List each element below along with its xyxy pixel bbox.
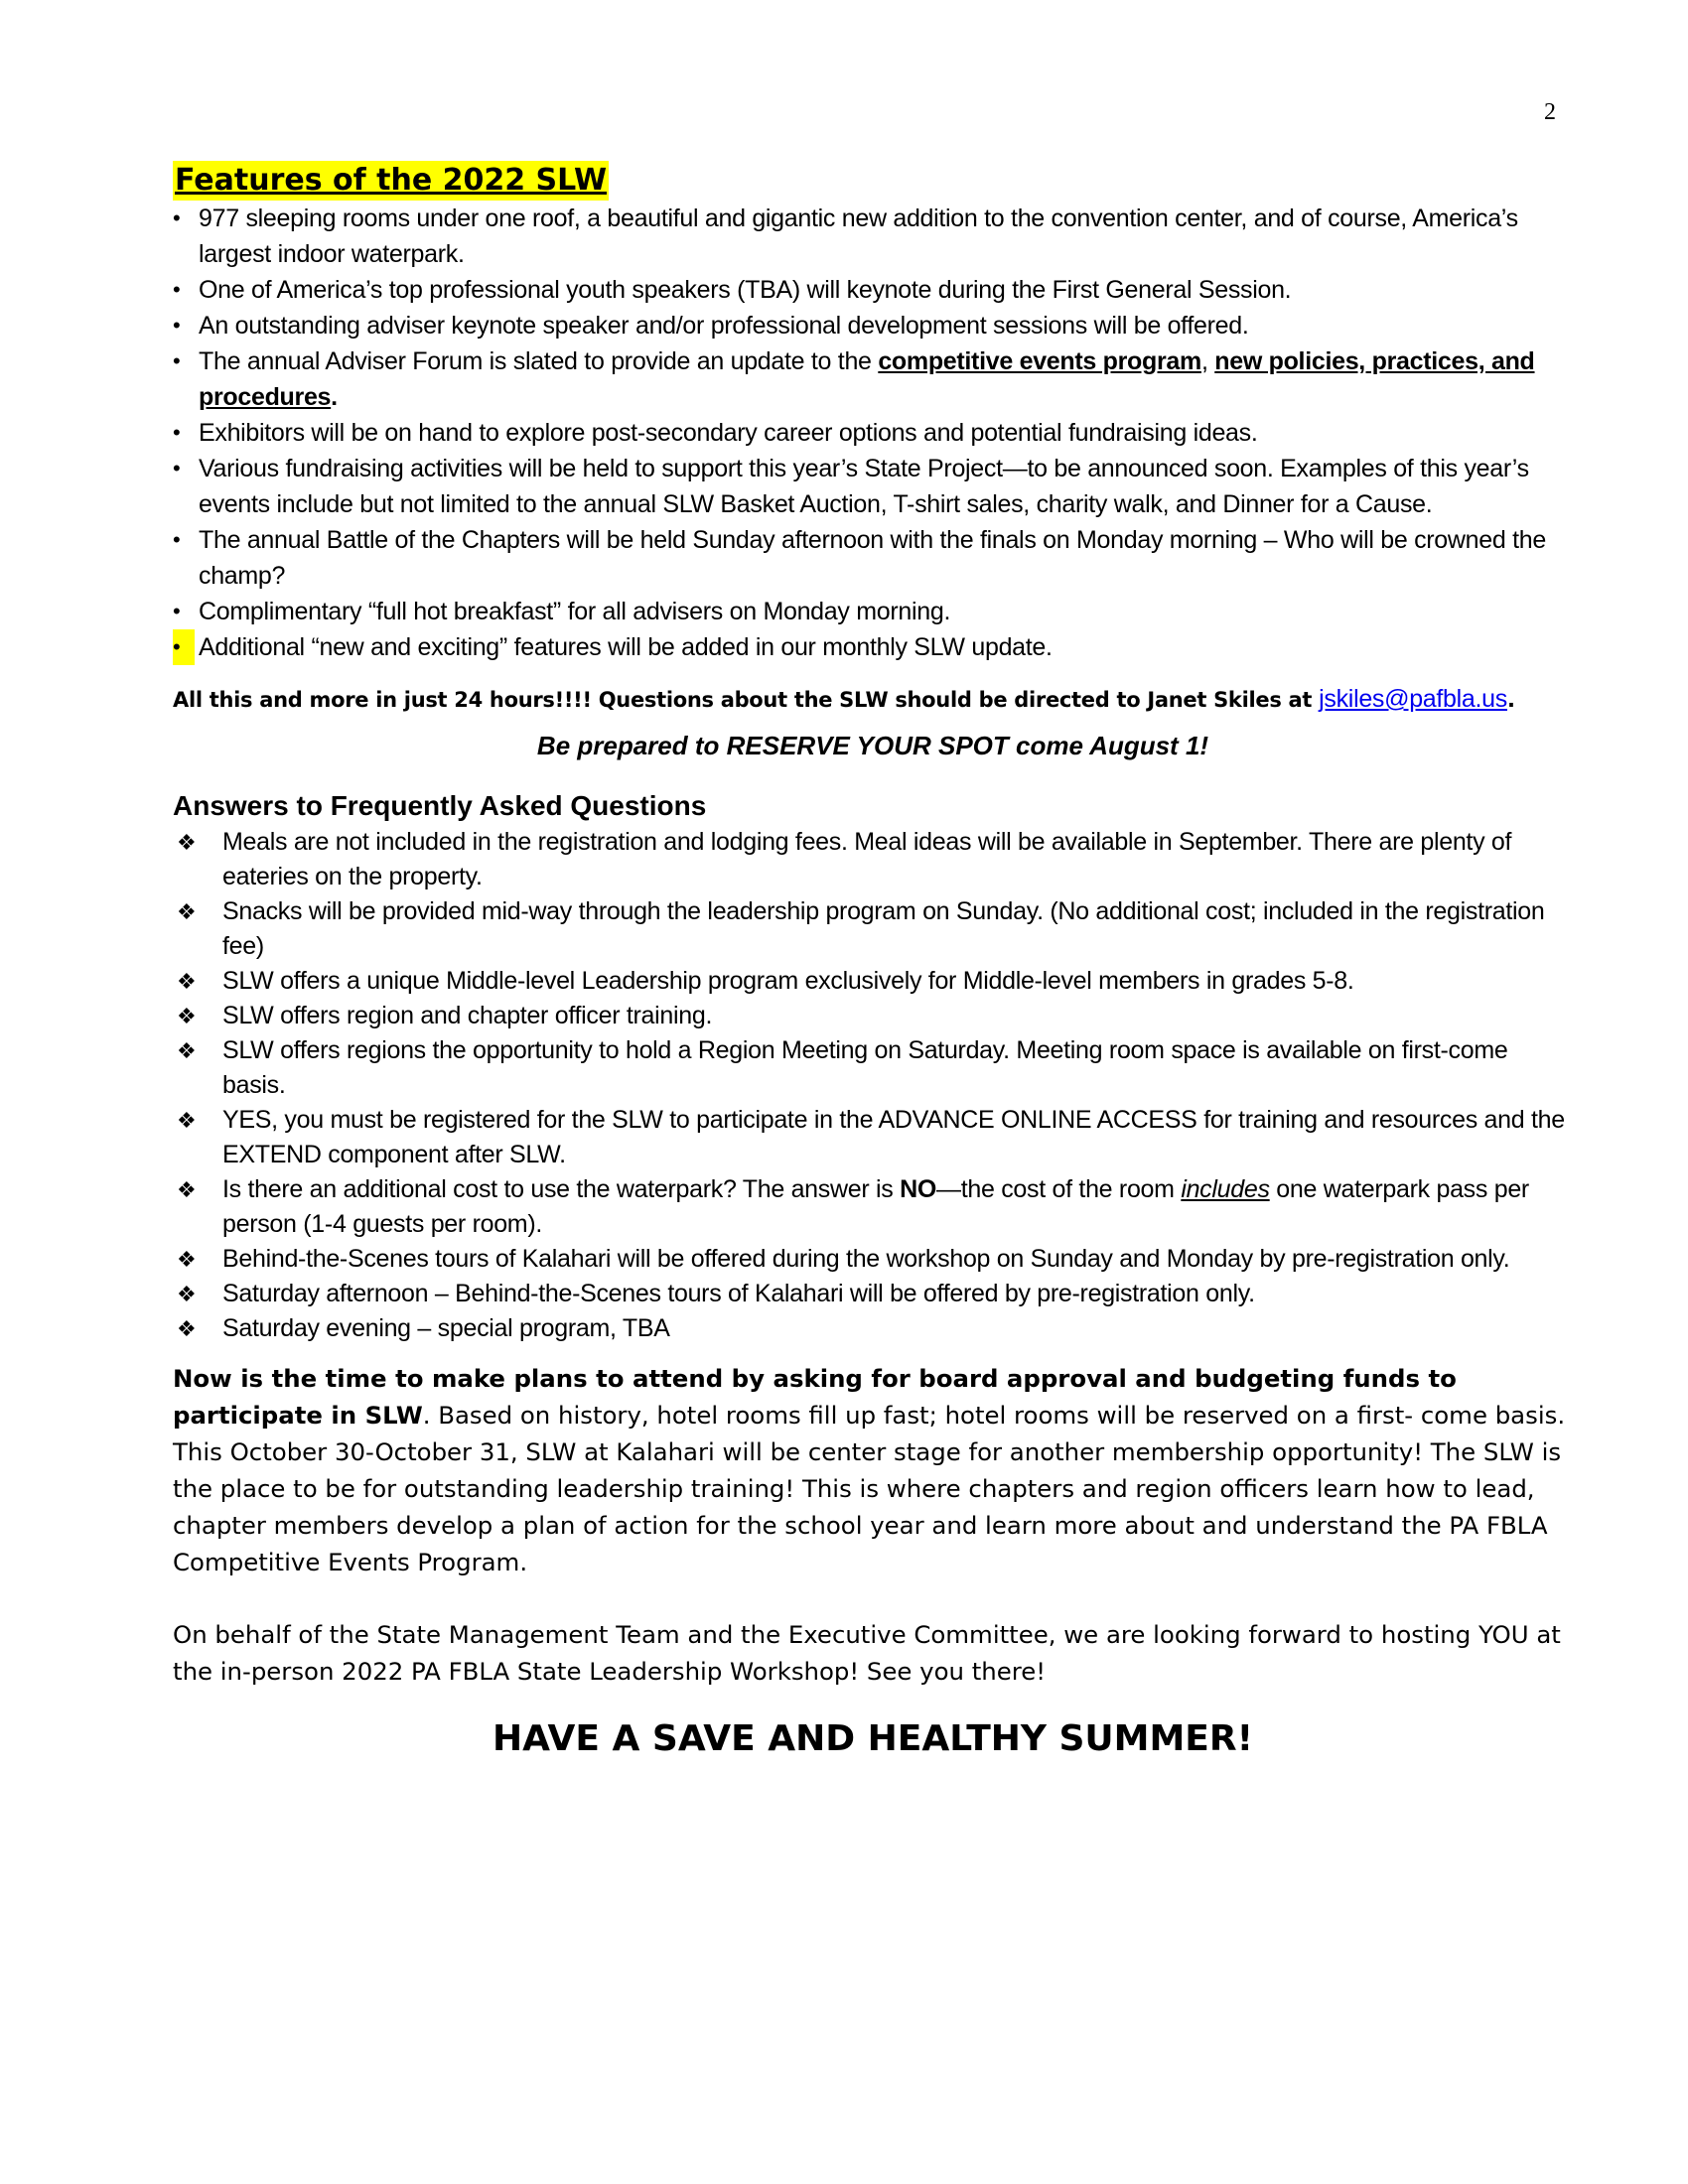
list-item: • Additional “new and exciting” features will be added in our monthly SLW update. (173, 629, 1573, 665)
list-item: • The annual Adviser Forum is slated to provide an update to the competitive events program, new policies, practices, and procedures. (173, 343, 1573, 415)
list-item: ❖ YES, you must be registered for the SLW to participate in the ADVANCE ONLINE ACCESS for training and resources and the EXTEND component after SLW. (173, 1103, 1573, 1172)
features-list (173, 201, 1573, 665)
closing-paragraph: On behalf of the State Management Team and the Executive Committee, we are looking forward to hosting YOU at the in-person 2022 PA FBLA State Leadership Workshop! See you there! (173, 1620, 1561, 1686)
faq-title: Answers to Frequently Asked Questions (173, 790, 707, 821)
list-item: ❖ Saturday afternoon – Behind-the-Scenes tours of Kalahari will be offered by pre-registration only. (173, 1277, 1573, 1311)
list-item: ❖ SLW offers a unique Middle-level Leadership program exclusively for Middle-level members in grades 5-8. (173, 964, 1573, 999)
diamond-bullet-icon: ❖ (177, 1282, 197, 1306)
list-item: ❖ SLW offers region and chapter officer training. (173, 999, 1573, 1033)
page-number: 2 (1544, 99, 1556, 125)
list-item: • One of America’s top professional youth speakers (TBA) will keynote during the First General Session. (173, 272, 1573, 308)
bullet-icon: • (173, 313, 181, 338)
features-title: Features of the 2022 SLW (173, 161, 609, 201)
list-item: • Various fundraising activities will be held to support this year’s State Project—to be announced soon. Examples of this year’s events include but not limited to the annual SLW Basket Auction, T-shirt sales, charity walk, and Dinner for a Cause. (173, 451, 1573, 522)
competitive-events-link: competitive events program (878, 347, 1201, 375)
bullet-icon: • (173, 205, 181, 230)
summary-line: All this and more in just 24 hours!!!! Questions about the SLW should be directed to Janet Skiles at jskiles@pafbla.us. (173, 685, 1515, 713)
plans-paragraph: Now is the time to make plans to attend by asking for board approval and budgeting funds to participate in SLW. Based on history, hotel rooms fill up fast; hotel rooms will be reserved on a first- come basis. This October 30-October 31, SLW at Kalahari will be center stage for another membership opportunity! The SLW is the place to be for outstanding leadership training! This is where chapters and region officers learn how to lead, chapter members develop a plan of action for the school year and learn more about and understand the PA FBLA Competitive Events Program. (173, 1364, 1566, 1576)
diamond-bullet-icon: ❖ (177, 830, 197, 855)
bullet-icon: • (173, 420, 181, 445)
reserve-notice: Be prepared to RESERVE YOUR SPOT come August 1! (536, 731, 1209, 760)
list-item: ❖ SLW offers regions the opportunity to hold a Region Meeting on Saturday. Meeting room space is available on first-come basis. (173, 1033, 1573, 1103)
bullet-icon: • (173, 348, 181, 373)
bullet-icon: • (173, 599, 181, 623)
list-item: • Complimentary “full hot breakfast” for all advisers on Monday morning. (173, 594, 1573, 629)
diamond-bullet-icon: ❖ (177, 1108, 197, 1133)
document-body (173, 161, 1573, 1763)
list-item: • An outstanding adviser keynote speaker and/or professional development sessions will be offered. (173, 308, 1573, 343)
diamond-bullet-icon: ❖ (177, 1038, 197, 1063)
list-item: ❖ Saturday evening – special program, TBA (173, 1311, 1573, 1346)
diamond-bullet-icon: ❖ (177, 1177, 197, 1202)
list-item: ❖ Behind-the-Scenes tours of Kalahari will be offered during the workshop on Sunday and Monday by pre-registration only. (173, 1242, 1573, 1277)
diamond-bullet-icon: ❖ (177, 969, 197, 994)
list-item: • 977 sleeping rooms under one roof, a beautiful and gigantic new addition to the convention center, and of course, America’s largest indoor waterpark. (173, 201, 1573, 272)
faq-list (173, 825, 1573, 1346)
diamond-bullet-icon: ❖ (177, 899, 197, 924)
list-item: • Exhibitors will be on hand to explore post-secondary career options and potential fundraising ideas. (173, 415, 1573, 451)
diamond-bullet-icon: ❖ (177, 1004, 197, 1028)
bullet-icon: • (173, 527, 181, 552)
diamond-bullet-icon: ❖ (177, 1247, 197, 1272)
diamond-bullet-icon: ❖ (177, 1316, 197, 1341)
bullet-icon: • (173, 456, 181, 480)
new-policies-link: new policies, practices, and procedures (199, 347, 1535, 411)
list-item: ❖ Meals are not included in the registration and lodging fees. Meal ideas will be available in September. There are plenty of eateries on the property. (173, 825, 1573, 894)
closing-heading: HAVE A SAVE AND HEALTHY SUMMER! (492, 1718, 1254, 1759)
list-item: ❖ Snacks will be provided mid-way through the leadership program on Sunday. (No additional cost; included in the registration fee) (173, 894, 1573, 964)
email-link[interactable]: jskiles@pafbla.us (1319, 685, 1507, 713)
bullet-icon: • (173, 277, 181, 302)
bullet-icon: • (173, 629, 195, 665)
list-item: ❖ Is there an additional cost to use the waterpark? The answer is NO—the cost of the room includes one waterpark pass per person (1-4 guests per room). (173, 1172, 1573, 1242)
list-item: • The annual Battle of the Chapters will be held Sunday afternoon with the finals on Monday morning – Who will be crowned the champ? (173, 522, 1573, 594)
